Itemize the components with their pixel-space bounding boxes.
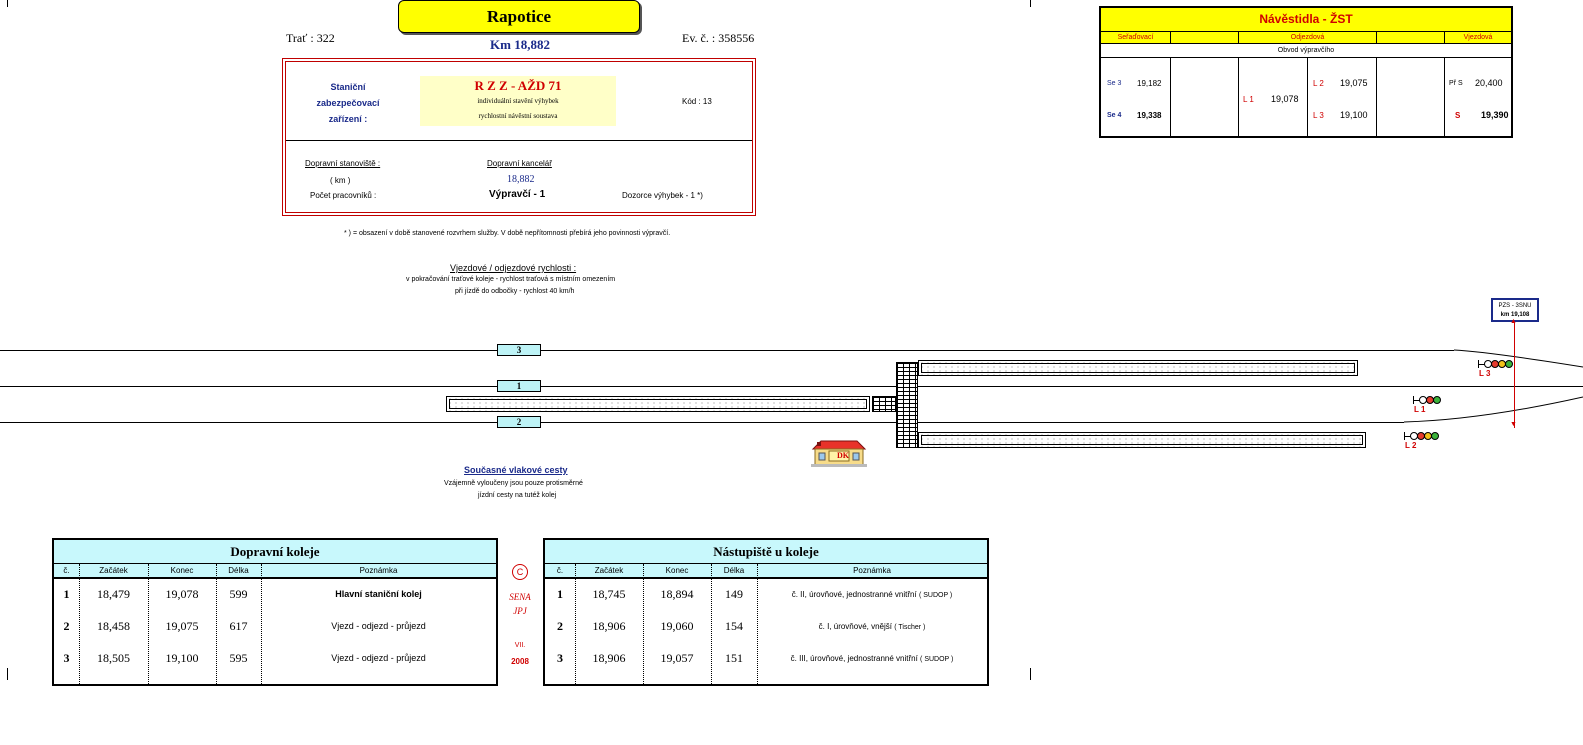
sig-l3: L 3 — [1313, 111, 1324, 120]
code: Kód : 13 — [682, 97, 712, 106]
table-cell: 595 — [229, 651, 248, 665]
col-header: č. — [545, 564, 575, 579]
column-line — [1376, 57, 1377, 136]
table-cell: 19,060 — [660, 619, 694, 633]
sig-l2: L 2 — [1313, 79, 1324, 88]
table-cell: č. III, úrovňové, jednostranné vnitřní ( SUDOP ) — [790, 654, 954, 663]
box-divider — [286, 140, 752, 141]
platforms-table-title: Nástupiště u koleje — [545, 540, 987, 564]
corner-mark — [1030, 668, 1031, 680]
subhead-seradovaci: Seřaďovací — [1101, 32, 1171, 44]
sig-s: S — [1455, 111, 1461, 120]
col-header: Délka — [711, 564, 757, 579]
track-label-2: 2 — [497, 416, 541, 428]
level-crossing-box: PZS - 3SNU km 19,108 — [1491, 298, 1539, 322]
system-panel — [420, 76, 616, 126]
year: 2008 — [511, 657, 529, 666]
track-label-1: 1 — [497, 380, 541, 392]
system-name: R Z Z - AŽD 71 — [474, 78, 562, 93]
sig-se3-km: 19,182 — [1137, 79, 1162, 88]
track-3-curve — [1454, 350, 1583, 367]
staff-count-label: Počet pracovníků : — [310, 191, 377, 200]
corner-mark — [7, 0, 8, 7]
table-cell: 154 — [725, 619, 743, 633]
signal-l3-icon — [1478, 360, 1513, 368]
speeds-line-1: v pokračování traťové koleje - rychlost traťová s místním omezením — [406, 276, 616, 283]
station-km: Km 18,882 — [490, 37, 550, 52]
interlocking-box — [282, 58, 756, 216]
signals-title: Návěstidla - ŽST — [1101, 8, 1511, 32]
system-line-2: rychlostní návěstní soustava — [478, 112, 558, 120]
table-cell: 18,505 — [97, 651, 130, 665]
author-1: SENA — [509, 592, 531, 602]
copyright-icon: C — [512, 564, 528, 580]
col-header: č. — [54, 564, 79, 579]
evidence-number: Ev. č. : 358556 — [682, 31, 755, 45]
table-cell: 19,075 — [165, 619, 199, 633]
column-line — [1307, 57, 1308, 136]
track-1 — [0, 386, 1583, 387]
author-2: JPJ — [513, 606, 527, 616]
column-line — [1238, 57, 1239, 136]
line-number: Trať : 322 — [286, 31, 335, 45]
km-label: ( km ) — [330, 176, 351, 185]
track-junction — [1400, 340, 1583, 440]
arrow-down-icon: ▼ — [1510, 421, 1517, 428]
column-line — [1444, 57, 1445, 136]
arrow-up-icon: ▲ — [1510, 318, 1517, 325]
subhead-blank — [1171, 32, 1239, 44]
footnote: * ) = obsazení v době stanovené rozvrhem služby. V době nepřítomnosti přebírá jeho povinnosti výpravčí. — [344, 230, 671, 237]
sig-prs: Př S — [1449, 80, 1463, 87]
dopravni-kancelar: Dopravní kancelář — [487, 159, 552, 168]
kancelar-km: 18,882 — [507, 174, 535, 185]
table-cell: 3 — [63, 651, 70, 665]
track-2-east — [894, 422, 1404, 423]
col-header: Poznámka — [261, 564, 496, 579]
table-cell: 18,458 — [97, 619, 130, 633]
dopravni-stanoviste: Dopravní stanoviště : — [305, 159, 381, 168]
routes-line-2: jízdní cesty na tutéž kolej — [478, 492, 557, 499]
system-line-1: individuální stavění výhybek — [477, 97, 559, 105]
routes-title: Současné vlakové cesty — [464, 465, 568, 475]
routes-line-1: Vzájemně vyloučeny jsou pouze protisměrné — [444, 480, 583, 487]
platform-1 — [446, 396, 870, 412]
table-cell: 18,479 — [97, 587, 130, 601]
corner-mark — [1030, 0, 1031, 7]
sig-prs-km: 20,400 — [1475, 78, 1503, 88]
table-cell: 599 — [229, 587, 248, 601]
table-cell: 3 — [557, 651, 563, 665]
col-header: Začátek — [79, 564, 148, 579]
sig-l3-km: 19,100 — [1340, 110, 1368, 120]
table-cell: 149 — [725, 587, 743, 601]
table-cell: 1 — [63, 587, 70, 601]
signal-l1-icon — [1413, 396, 1441, 404]
table-cell: 1 — [557, 587, 563, 601]
sig-l1-km: 19,078 — [1271, 94, 1299, 104]
table-cell: č. I, úrovňové, vnější ( Tischer ) — [818, 622, 926, 631]
subhead-vjezdova: Vjezdová — [1445, 32, 1511, 44]
platform-ramp — [896, 362, 918, 448]
signal-l3-label: L 3 — [1479, 369, 1491, 378]
switchman-count: Dozorce výhybek - 1 *) — [622, 191, 703, 200]
subhead-odjezdova: Odjezdová — [1239, 32, 1377, 44]
platform-3 — [918, 432, 1366, 448]
col-header: Poznámka — [757, 564, 987, 579]
speeds-line-2: při jízdě do odbočky - rychlost 40 km/h — [455, 288, 575, 295]
sig-l2-km: 19,075 — [1340, 78, 1368, 88]
platforms-table — [543, 538, 989, 686]
signal-l2-icon — [1404, 432, 1439, 440]
dk-label: DK — [837, 451, 849, 460]
col-header: Konec — [148, 564, 216, 579]
obvod-label: Obvod výpravčího — [1101, 45, 1511, 58]
track-2 — [0, 422, 894, 423]
col-header: Začátek — [575, 564, 643, 579]
table-cell: 19,057 — [660, 651, 694, 665]
interlocking-label: Staniční zabezpečovací zařízení : — [316, 82, 380, 124]
table-cell: Vjezd - odjezd - průjezd — [331, 653, 426, 663]
table-cell: 18,894 — [660, 587, 694, 601]
platform-ramp — [872, 396, 896, 412]
sig-l1: L 1 — [1243, 95, 1254, 104]
corner-mark — [7, 668, 8, 680]
table-cell: Hlavní staniční kolej — [335, 589, 422, 599]
track-label-3: 3 — [497, 344, 541, 356]
sig-se3: Se 3 — [1107, 80, 1122, 87]
table-cell: 2 — [557, 619, 563, 633]
column-line — [1170, 57, 1171, 136]
station-title: Rapotice — [398, 0, 640, 33]
col-header: Konec — [643, 564, 711, 579]
signals-table — [1099, 6, 1513, 138]
track-3 — [0, 350, 1454, 351]
signal-l2-label: L 2 — [1405, 441, 1417, 450]
dispatcher-count: Výpravčí - 1 — [489, 189, 546, 200]
subhead-blank — [1377, 32, 1445, 44]
table-cell: 18,906 — [592, 651, 626, 665]
table-cell: 2 — [63, 619, 70, 633]
table-cell: Vjezd - odjezd - průjezd — [331, 621, 426, 631]
tracks-table-title: Dopravní koleje — [54, 540, 496, 564]
speeds-title: Vjezdové / odjezdové rychlosti : — [450, 263, 577, 273]
platform-2 — [918, 360, 1358, 376]
sig-s-km: 19,390 — [1481, 110, 1509, 120]
table-cell: 617 — [229, 619, 248, 633]
level-crossing-line — [1514, 322, 1515, 428]
signal-l1-label: L 1 — [1414, 405, 1426, 414]
table-cell: č. II, úrovňové, jednostranné vnitřní ( SUDOP ) — [791, 590, 953, 599]
table-cell: 19,078 — [165, 587, 199, 601]
sig-se4: Se 4 — [1107, 112, 1122, 119]
table-cell: 18,745 — [592, 587, 626, 601]
col-header: Délka — [216, 564, 261, 579]
table-cell: 18,906 — [592, 619, 626, 633]
sig-se4-km: 19,338 — [1137, 111, 1162, 120]
table-cell: 19,100 — [165, 651, 199, 665]
table-cell: 151 — [725, 651, 743, 665]
month: VII. — [514, 642, 526, 649]
tracks-table — [52, 538, 498, 686]
